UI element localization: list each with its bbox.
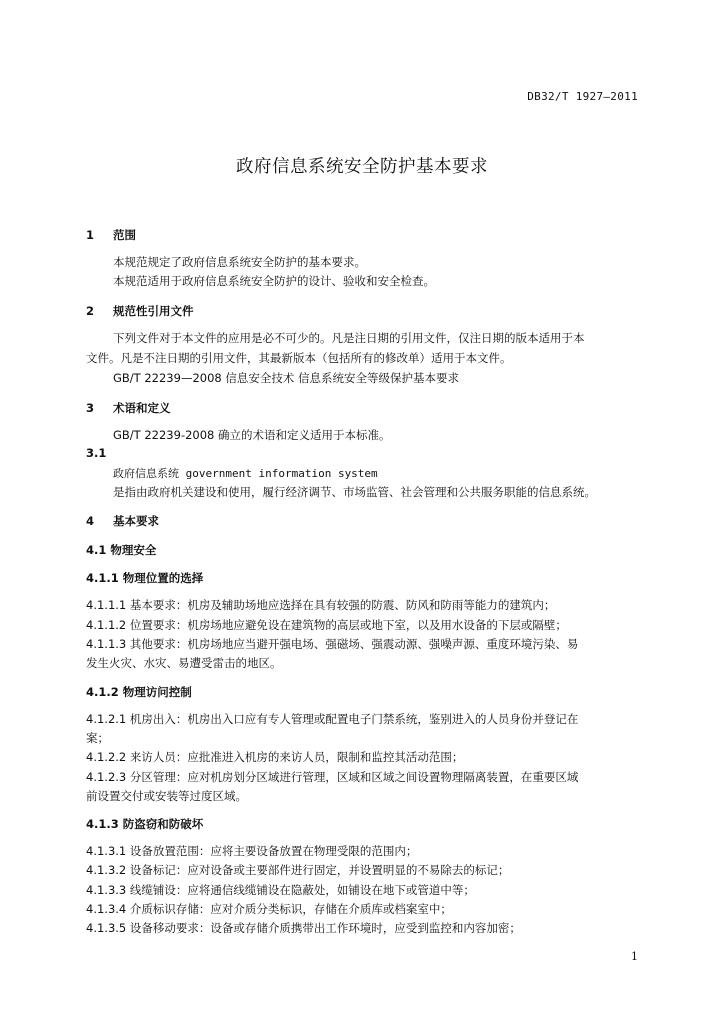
- clause-4-1-2-1: 4.1.2.1 机房出入：机房出入口应有专人管理或配置电子门禁系统，鉴别进入的人员身份并登记在: [86, 712, 579, 726]
- section-3-heading: [86, 400, 171, 416]
- section-number: 2: [86, 304, 95, 318]
- standard-code: DB32/T 1927—2011: [527, 90, 638, 103]
- clause-4-1-3-5: 4.1.3.5 设备移动要求：设备或存储介质携带出工作环境时，应受到监控和内容加密；: [86, 921, 521, 935]
- subsection-heading-4-1-2: 4.1.2 物理访问控制: [86, 685, 192, 699]
- paragraph-continuation: 文件。凡是不注日期的引用文件，其最新版本（包括所有的修改单）适用于本文件。: [86, 351, 512, 365]
- clause-4-1-3-2: 4.1.3.2 设备标记：应对设备或主要部件进行固定，并设置明显的不易除去的标记；: [86, 863, 510, 877]
- clause-4-1-2-3: 4.1.2.3 分区管理：应对机房划分区域进行管理，区域和区域之间设置物理隔离装置，在重要区域: [86, 770, 579, 784]
- normative-reference: GB/T 22239—2008 信息安全技术 信息系统安全等级保护基本要求: [113, 371, 460, 385]
- clause-4-1-1-2: 4.1.1.2 位置要求：机房场地应避免设在建筑物的高层或地下室，以及用水设备的下层或隔壁；: [86, 618, 567, 632]
- subsection-heading-4-1-1: 4.1.1 物理位置的选择: [86, 571, 204, 585]
- subsection-heading-4-1: 4.1 物理安全: [86, 543, 157, 557]
- section-title: 基本要求: [113, 514, 159, 528]
- paragraph: 下列文件对于本文件的应用是必不可少的。凡是注日期的引用文件，仅注日期的版本适用于本: [113, 331, 585, 345]
- clause-4-1-2-2: 4.1.2.2 来访人员：应批准进入机房的来访人员，限制和监控其活动范围；: [86, 750, 464, 764]
- clause-4-1-2-3-continued: 前设置交付或安装等过度区域。: [86, 789, 247, 803]
- section-number: 1: [86, 228, 95, 242]
- clause-4-1-3-3: 4.1.3.3 线缆铺设：应将通信线缆铺设在隐蔽处，如铺设在地下或管道中等；: [86, 883, 475, 897]
- section-title: 规范性引用文件: [113, 304, 194, 318]
- document-title: 政府信息系统安全防护基本要求: [236, 157, 488, 177]
- subsection-heading-4-1-3: 4.1.3 防盗窃和防破坏: [86, 817, 204, 831]
- clause-4-1-1-3: 4.1.1.3 其他要求：机房场地应当避开强电场、强磁场、强震动源、强噪声源、重度环境污染、易: [86, 637, 579, 651]
- paragraph: 本规范规定了政府信息系统安全防护的基本要求。: [113, 255, 366, 269]
- term-entry: 政府信息系统 government information system: [113, 467, 378, 480]
- paragraph: GB/T 22239-2008 确立的术语和定义适用于本标准。: [113, 428, 391, 442]
- section-number: 3: [86, 401, 95, 415]
- clause-4-1-3-4: 4.1.3.4 介质标识存储：应对介质分类标识，存储在介质库或档案室中；: [86, 902, 452, 916]
- section-1-heading: [86, 227, 136, 243]
- section-title: 范围: [113, 228, 136, 242]
- clause-4-1-1-1: 4.1.1.1 基本要求：机房及辅助场地应选择在具有较强的防震、防风和防雨等能力的建筑内；: [86, 598, 556, 612]
- term-definition: 是指由政府机关建设和使用，履行经济调节、市场监管、社会管理和公共服务职能的信息系统。: [113, 485, 596, 499]
- clause-4-1-2-1-continued: 案；: [86, 731, 109, 745]
- section-title: 术语和定义: [113, 401, 171, 415]
- section-number: 4: [86, 514, 95, 528]
- clause-4-1-1-3-continued: 发生火灾、水灾、易遭受雷击的地区。: [86, 656, 282, 670]
- paragraph: 本规范适用于政府信息系统安全防护的设计、验收和安全检查。: [113, 274, 435, 288]
- subsection-number: 3.1: [86, 446, 107, 460]
- section-4-heading: [86, 513, 159, 529]
- clause-4-1-3-1: 4.1.3.1 设备放置范围：应将主要设备放置在物理受限的范围内；: [86, 844, 418, 858]
- section-2-heading: [86, 303, 194, 319]
- page-number: 1: [631, 950, 638, 963]
